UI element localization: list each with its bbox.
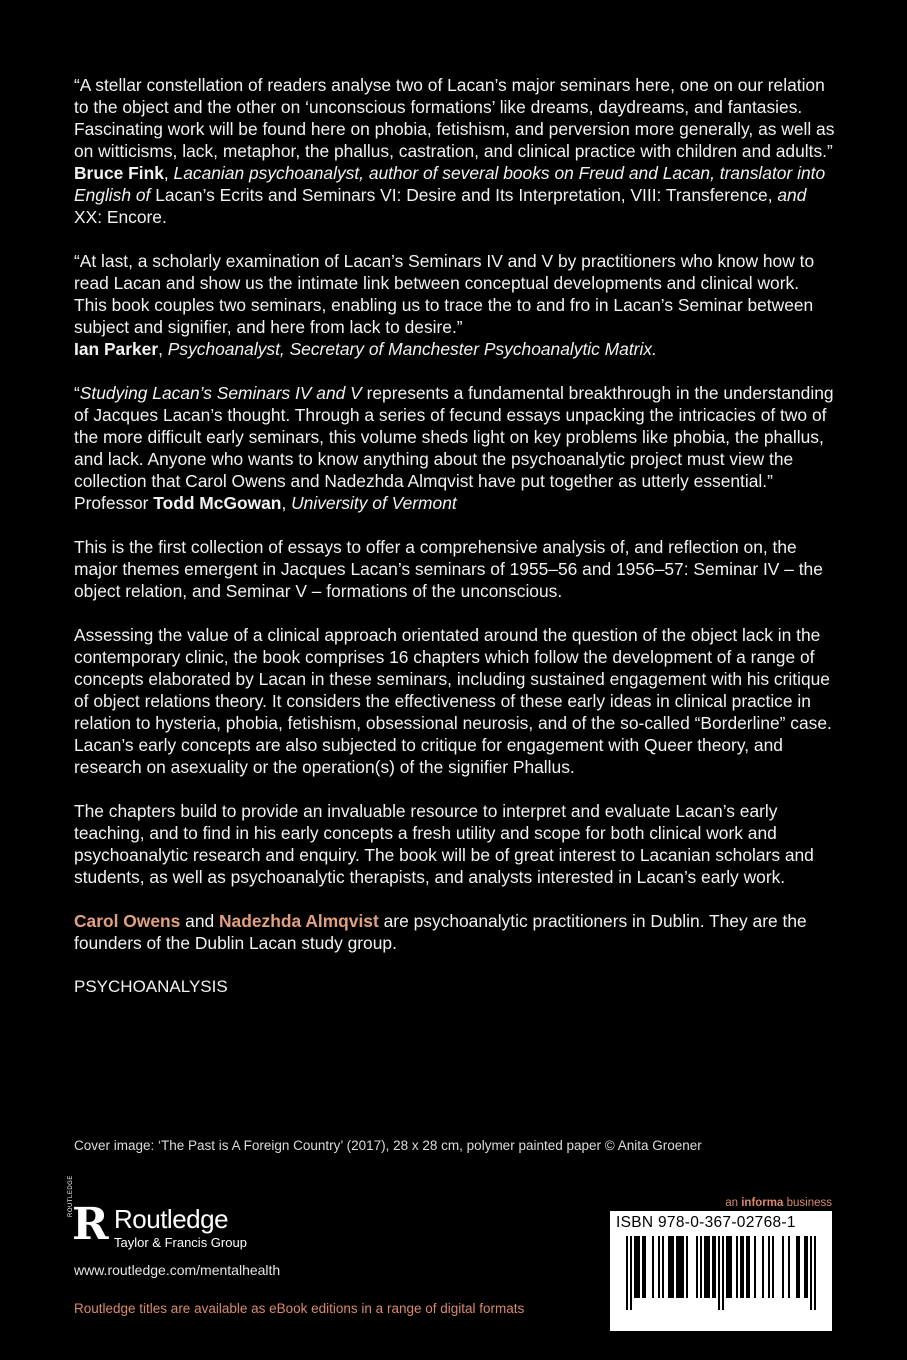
barcode-bar [796, 1236, 798, 1298]
barcode-bar [722, 1236, 724, 1310]
barcode-bar [736, 1236, 738, 1298]
review-fink [74, 74, 836, 228]
barcode-bar [746, 1236, 748, 1298]
barcode-bar [730, 1236, 732, 1298]
barcode-bar [782, 1236, 784, 1298]
barcode-bar [668, 1236, 670, 1298]
barcode-bar [806, 1236, 808, 1298]
routledge-logo [68, 1175, 247, 1257]
author-bio: Carol Owens and Nadezhda Almqvist are psychoanalytic practitioners in Dublin. They are the founders of the Dublin Lacan study group. [74, 911, 807, 953]
description-paragraph-2: Assessing the value of a clinical approach orientated around the question of the object lack in the contemporary clinic, the book comprises 16 chapters which follow the development of a range of concepts elaborated by Lacan in these seminars, including sustained engagement with his critique of object relations theory. It considers the effectiveness of these early ideas in clinical practice in relation to hysteria, phobia, fetishism, obsessional neurosis, and of the so-called “Borderline” case. Lacan’s early concepts are also subjected to critique for engagement with Queer theory, and research on asexuality or the operation(s) of the signifier Phallus. [74, 625, 832, 777]
reviewer-role: University of Vermont [291, 493, 457, 513]
barcode-bar [708, 1236, 710, 1298]
review-quote: “A stellar constellation of readers analyse two of Lacan’s major seminars here, one on our relation to the object and the other on ‘unconscious formations’ like dreams, daydreams, and fantasies. Fascinating work will be found here on phobia, fetishism, and perversion more generally, as well as on witticisms, lack, metaphor, the phallus, castration, and clinical practice with children and adults.” [74, 75, 835, 161]
cover-image-credit: Cover image: ‘The Past is A Foreign Country’ (2017), 28 x 28 cm, polymer painted paper © Anita Groener [74, 1138, 702, 1153]
review-parker [74, 250, 836, 360]
informa-business-label: an informa business [725, 1197, 832, 1209]
barcode-bar [740, 1236, 742, 1298]
reviewer-name: Ian Parker [74, 339, 159, 359]
barcode-bar [788, 1236, 790, 1298]
barcode-bar [634, 1236, 636, 1298]
publisher-website[interactable]: www.routledge.com/mentalhealth [74, 1262, 281, 1278]
barcode-bar [686, 1236, 688, 1298]
barcode-bar [804, 1236, 806, 1298]
reviewer-name: Todd McGowan [153, 493, 282, 513]
isbn-label: ISBN 978-0-367-02768-1 [616, 1214, 796, 1231]
author-name: Carol Owens [74, 911, 181, 931]
description-paragraph-3: The chapters build to provide an invaluable resource to interpret and evaluate Lacan’s early teaching, and to find in his early concepts a fresh utility and scope for both clinical work and psychoanalytic research and enquiry. The book will be of great interest to Lacanian scholars and students, as well as psychoanalytic therapists, and analysts interested in Lacan’s early work. [74, 801, 814, 887]
reviewer-role: Psychoanalyst, Secretary of Manchester Psychoanalytic Matrix. [167, 339, 657, 359]
barcode-bar [658, 1236, 660, 1298]
barcode-bar [700, 1236, 702, 1298]
barcode-bar [706, 1236, 708, 1298]
review-attribution: Ian Parker, Psychoanalyst, Secretary of Manchester Psychoanalytic Matrix. [74, 339, 657, 359]
ebook-note: Routledge titles are available as eBook editions in a range of digital formats [74, 1301, 525, 1316]
barcode-bar [754, 1236, 756, 1298]
barcode-bar [714, 1236, 716, 1298]
subject-category: PSYCHOANALYSIS [74, 977, 228, 996]
review-quote: “At last, a scholarly examination of Lacan’s Seminars IV and V by practitioners who know how to read Lacan and show us the intimate link between conceptual developments and clinical work. This book couples two seminars, enabling us to trace the to and fro in Lacan’s Seminar between subject and signifier, and here from lack to desire.” [74, 251, 815, 337]
barcode-bar [728, 1236, 730, 1298]
barcode-bar [630, 1236, 632, 1310]
book-title: Studying Lacan’s Seminars IV and V [79, 383, 362, 403]
publisher-name: Routledge [114, 1204, 229, 1234]
barcode-bar [718, 1236, 720, 1310]
barcode-bar [678, 1236, 680, 1298]
reviewer-role: Lacanian psychoanalyst, author of several books on Freud and Lacan, translator into English of [74, 163, 826, 205]
barcode-bar [814, 1236, 816, 1310]
barcode-bar [742, 1236, 744, 1298]
barcode-bar [652, 1236, 654, 1298]
back-cover-text [74, 74, 836, 998]
review-attribution: Bruce Fink, Lacanian psychoanalyst, author of several books on Freud and Lacan, translator into English of Lacan’s Ecrits and Seminars VI: Desire and Its Interpretation, VIII: Transference, and XX: Encore. [74, 163, 826, 227]
barcode-bar [638, 1236, 640, 1298]
barcode-bar [642, 1236, 644, 1298]
barcode-bars [616, 1236, 826, 1312]
barcode-bar [696, 1236, 698, 1298]
barcode-bar [704, 1236, 706, 1298]
review-attribution: Professor Todd McGowan, University of Vermont [74, 493, 457, 513]
isbn-barcode: ISBN 978-0-367-02768-1 9 780367 027681 [610, 1211, 832, 1331]
barcode-bar [670, 1236, 672, 1298]
barcode-bar [772, 1236, 774, 1298]
barcode-bar [712, 1236, 714, 1298]
review-quote: “Studying Lacan’s Seminars IV and V represents a fundamental breakthrough in the understanding of Jacques Lacan’s thought. Through a series of fecund essays unpacking the intricacies of two of the more difficult early seminars, this volume sheds light on key problems like phobia, the phallus, and lack. Anyone who wants to know anything about the psychoanalytic project must view the collection that Carol Owens and Nadezhda Almqvist have put together as utterly essential.” [74, 383, 834, 491]
barcode-bar [762, 1236, 764, 1298]
barcode-bar [680, 1236, 682, 1298]
barcode-bar [810, 1236, 812, 1310]
barcode-bar [636, 1236, 638, 1298]
barcode-bar [672, 1236, 674, 1298]
barcode-bar [682, 1236, 684, 1298]
barcode-bar [626, 1236, 628, 1310]
author-name: Nadezhda Almqvist [219, 911, 379, 931]
barcode-bar [726, 1236, 728, 1298]
barcode-bar [676, 1236, 678, 1298]
description-paragraph-1: This is the first collection of essays to offer a comprehensive analysis of, and reflection on, the major themes emergent in Jacques Lacan’s seminars of 1955–56 and 1956–57: Seminar IV – the object relation, and Seminar V – formations of the unconscious. [74, 537, 823, 601]
reviewer-name: Bruce Fink [74, 163, 164, 183]
barcode-bar [644, 1236, 646, 1298]
publisher-group: Taylor & Francis Group [114, 1235, 247, 1250]
routledge-r-icon: R ROUTLEDGE [68, 1175, 109, 1250]
barcode-bar [798, 1236, 800, 1298]
barcode-bar [748, 1236, 750, 1298]
review-mcgowan [74, 382, 836, 514]
barcode-bar [662, 1236, 664, 1298]
barcode-bar [768, 1236, 770, 1298]
